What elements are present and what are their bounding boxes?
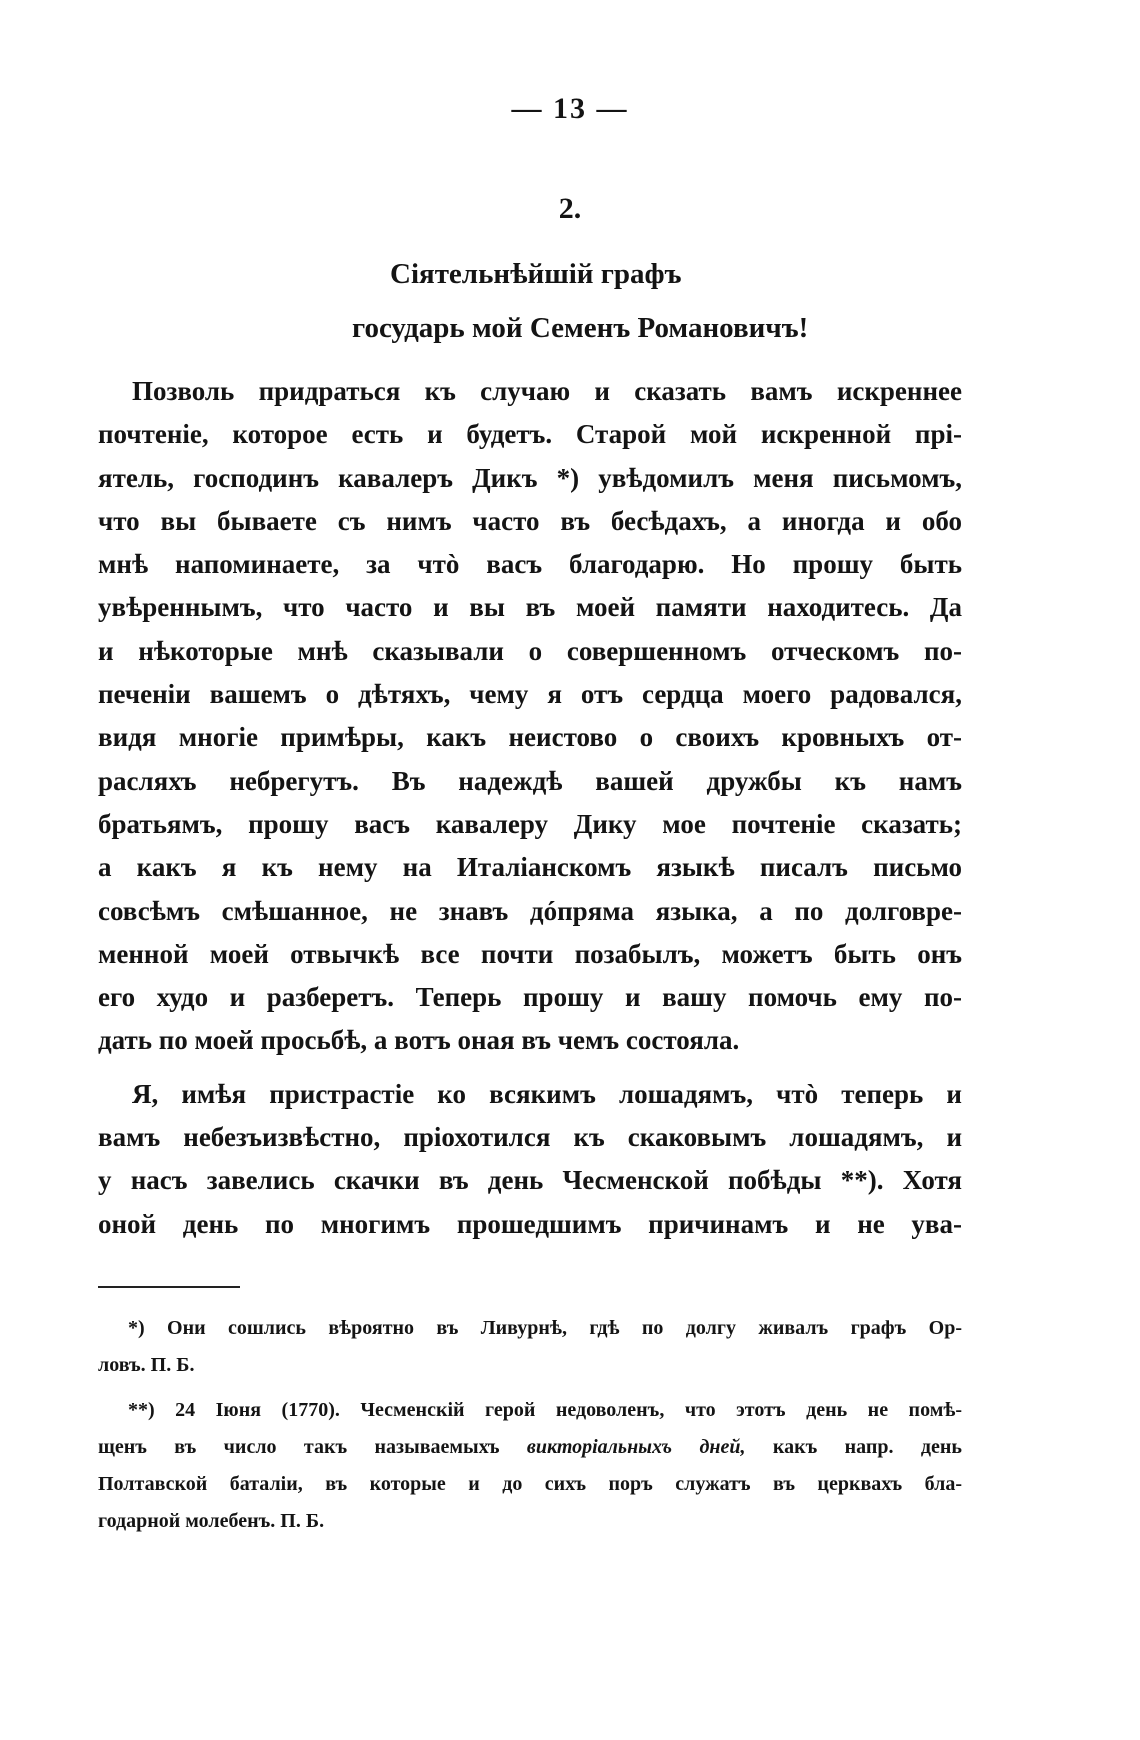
text-line: печеніи вашемъ о дѣтяхъ, чему я отъ сердца моего радовался, xyxy=(98,679,962,710)
letter-number: 2. xyxy=(558,192,582,225)
paragraph-2 xyxy=(98,1073,962,1246)
text-line: мнѣ напоминаете, за чтò васъ благодарю. Но прошу быть xyxy=(98,549,962,580)
text-line: и нѣкоторые мнѣ сказывали о совершенномъ отческомъ по- xyxy=(98,635,962,666)
text-line: почтеніе, которое есть и будетъ. Старой мой искренной прі- xyxy=(98,419,962,450)
text-line: увѣреннымъ, что часто и вы въ моей памяти находитесь. Да xyxy=(98,592,962,623)
text-line: Я, имѣя пристрастіе ко всякимъ лошадямъ, чтò теперь и xyxy=(132,1078,962,1109)
footnote-text: щенъ въ число такъ называемыхъ xyxy=(98,1436,527,1458)
footnote-line: годарной молебенъ. П. Б. xyxy=(98,1510,325,1532)
page-number: — 13 — xyxy=(511,92,629,125)
text-line: видя многіе примѣры, какъ неистово о своихъ кровныхъ от- xyxy=(98,722,962,753)
text-line: что вы бываете съ нимъ часто въ бесѣдахъ, а иногда и обо xyxy=(98,505,962,536)
text-line: вамъ небезъизвѣстно, пріохотился къ скаковымъ лошадямъ, и xyxy=(98,1122,962,1153)
salutation-line-1: Сіятельнѣйшій графъ xyxy=(390,258,682,290)
footnote-line: ловъ. П. Б. xyxy=(98,1354,195,1376)
text-line: менной моей отвычкѣ все почти позабылъ, можетъ быть онъ xyxy=(98,938,962,969)
text-line: дать по моей просьбѣ, а вотъ оная въ чемъ состояла. xyxy=(98,1025,740,1056)
text-line: оной день по многимъ прошедшимъ причинамъ и не ува- xyxy=(98,1208,962,1239)
footnote-line: Полтавской баталіи, въ которые и до сихъ поръ служатъ въ церквахъ бла- xyxy=(98,1473,962,1495)
footnote-2 xyxy=(98,1392,962,1540)
text-line: его худо и разберетъ. Теперь прошу и вашу помочь ему по- xyxy=(98,982,962,1013)
salutation-line-2: государь мой Семенъ Романовичъ! xyxy=(352,312,809,344)
footnote-divider xyxy=(98,1286,240,1288)
footnote-line xyxy=(98,1429,962,1466)
text-line: братьямъ, прошу васъ кавалеру Дику мое почтеніе сказать; xyxy=(98,808,962,839)
text-line: Позволь придраться къ случаю и сказать вамъ искреннее xyxy=(132,376,962,406)
text-line: расляхъ небрегутъ. Въ надеждѣ вашей дружбы къ намъ xyxy=(98,765,962,796)
footnote-text: какъ напр. день xyxy=(745,1436,963,1458)
text-line: у насъ завелись скачки въ день Чесменской побѣды **). Хотя xyxy=(98,1165,962,1196)
text-line: совсѣмъ смѣшанное, не знавъ дóпряма языка, а по долговре- xyxy=(98,895,962,926)
footnote-italic-term: викторіальныхъ дней, xyxy=(526,1436,746,1458)
footnote-line: *) Они сошлись вѣроятно въ Ливурнѣ, гдѣ по долгу живалъ графъ Ор- xyxy=(128,1317,962,1339)
footnote-1 xyxy=(98,1310,962,1384)
text-line: ятель, господинъ кавалеръ Дикъ *) увѣдомилъ меня письмомъ, xyxy=(98,462,962,493)
letter-body xyxy=(98,370,962,1246)
paragraph-1 xyxy=(98,370,962,1063)
text-line: а какъ я къ нему на Италіанскомъ языкѣ писалъ письмо xyxy=(98,852,962,883)
footnote-line: **) 24 Іюня (1770). Чесменскій герой недоволенъ, что этотъ день не помѣ- xyxy=(128,1399,962,1421)
footnotes xyxy=(98,1310,962,1540)
